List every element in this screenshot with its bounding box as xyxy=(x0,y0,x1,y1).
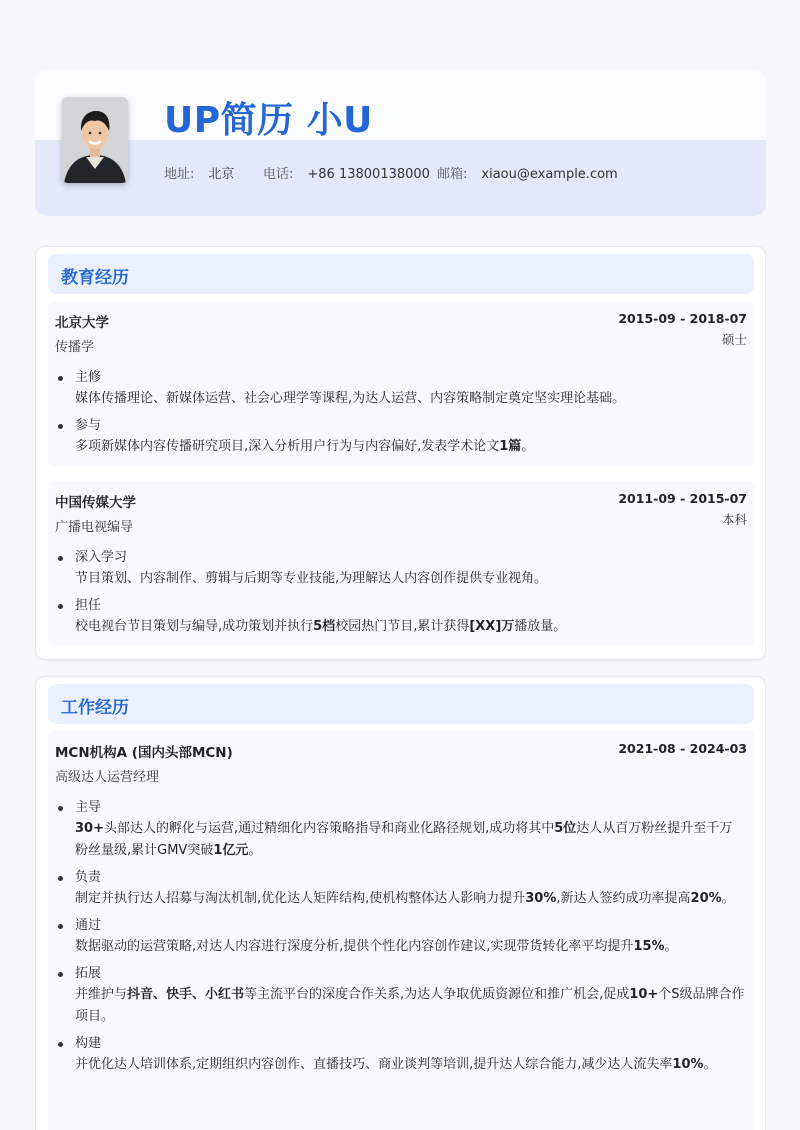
list-item xyxy=(55,868,745,910)
entry-degree: 本科 xyxy=(721,512,747,527)
list-item xyxy=(55,1034,745,1076)
contact-phone-value: +86 13800138000 xyxy=(307,167,430,182)
item-head: 主导 xyxy=(75,800,102,815)
entry-date: 2015-09 - 2018-07 xyxy=(618,311,747,326)
entry-org: MCN机构A (国内头部MCN) xyxy=(55,745,233,761)
item-body: 多项新媒体内容传播研究项目,深入分析用户行为与内容偏好,发表学术论文1篇。 xyxy=(75,439,535,454)
entry-items xyxy=(55,368,745,464)
item-body: 媒体传播理论、新媒体运营、社会心理学等课程,为达人运营、内容策略制定奠定坚实理论基础。 xyxy=(75,391,626,406)
work-section-title: 工作经历 xyxy=(61,698,129,718)
contact-address-value: 北京 xyxy=(208,167,235,182)
bullet-icon xyxy=(58,972,63,977)
education-section-header xyxy=(48,254,754,294)
item-body: 30+头部达人的孵化与运营,通过精细化内容策略指导和商业化路径规划,成功将其中5位达人从百万粉丝提升至千万粉丝量级,累计GMV突破1亿元。 xyxy=(75,821,733,858)
bullet-icon xyxy=(58,376,63,381)
item-body: 并维护与抖音、快手、小红书等主流平台的深度合作关系,为达人争取优质资源位和推广机会,促成10+个S级品牌合作项目。 xyxy=(75,987,745,1024)
bullet-icon xyxy=(58,924,63,929)
list-item xyxy=(55,798,745,862)
contact-address xyxy=(164,163,234,182)
entry-degree: 硕士 xyxy=(721,332,747,347)
contact-phone-label: 电话: xyxy=(263,167,294,182)
entry-items xyxy=(55,548,745,644)
contact-email-value[interactable]: xiaou@example.com xyxy=(481,167,618,182)
entry-items xyxy=(55,798,745,1082)
work-section-header xyxy=(48,684,754,724)
avatar-photo-icon xyxy=(62,97,128,183)
entry-org: 北京大学 xyxy=(55,315,109,331)
header-top xyxy=(35,70,766,140)
item-head: 深入学习 xyxy=(75,550,128,565)
item-head: 构建 xyxy=(75,1036,102,1051)
item-body: 数据驱动的运营策略,对达人内容进行深度分析,提供个性化内容创作建议,实现带货转化率平均提升15%。 xyxy=(75,939,678,954)
item-head: 参与 xyxy=(75,418,102,433)
bullet-icon xyxy=(58,556,63,561)
item-body: 节目策划、内容制作、剪辑与后期等专业技能,为理解达人内容创作提供专业视角。 xyxy=(75,571,548,586)
entry-position: 高级达人运营经理 xyxy=(55,770,160,785)
item-head: 拓展 xyxy=(75,966,102,981)
list-item xyxy=(55,964,745,1028)
bullet-icon xyxy=(58,876,63,881)
entry-date: 2021-08 - 2024-03 xyxy=(618,741,747,756)
resume-header xyxy=(35,70,766,216)
education-entry xyxy=(48,301,754,467)
education-entry xyxy=(48,481,754,645)
item-head: 通过 xyxy=(75,918,102,933)
bullet-icon xyxy=(58,424,63,429)
avatar xyxy=(62,97,128,183)
item-head: 担任 xyxy=(75,598,102,613)
bullet-icon xyxy=(58,604,63,609)
entry-org: 中国传媒大学 xyxy=(55,495,136,511)
entry-date: 2011-09 - 2015-07 xyxy=(618,491,747,506)
resume-name: UP简历 小U xyxy=(164,100,373,141)
item-body: 制定并执行达人招募与淘汰机制,优化达人矩阵结构,使机构整体达人影响力提升30%,新达人签约成功率提高20%。 xyxy=(75,891,735,906)
education-section-title: 教育经历 xyxy=(61,268,129,288)
work-section xyxy=(35,676,766,1130)
work-entry xyxy=(48,731,754,1130)
bullet-icon xyxy=(58,806,63,811)
list-item xyxy=(55,548,745,590)
item-body: 校电视台节目策划与编导,成功策划并执行5档校园热门节目,累计获得[XX]万播放量。 xyxy=(75,619,567,634)
entry-major: 传播学 xyxy=(55,340,95,355)
item-head: 负责 xyxy=(75,870,102,885)
bullet-icon xyxy=(58,1042,63,1047)
list-item xyxy=(55,416,745,458)
item-body: 并优化达人培训体系,定期组织内容创作、直播技巧、商业谈判等培训,提升达人综合能力,减少达人流失率10%。 xyxy=(75,1057,717,1072)
list-item xyxy=(55,916,745,958)
education-section xyxy=(35,246,766,660)
contact-address-label: 地址: xyxy=(164,167,195,182)
entry-major: 广播电视编导 xyxy=(55,520,134,535)
contact-email-label: 邮箱: xyxy=(437,167,468,182)
contact-phone xyxy=(263,163,430,182)
item-head: 主修 xyxy=(75,370,102,385)
contact-email xyxy=(437,163,618,182)
list-item xyxy=(55,368,745,410)
list-item xyxy=(55,596,745,638)
